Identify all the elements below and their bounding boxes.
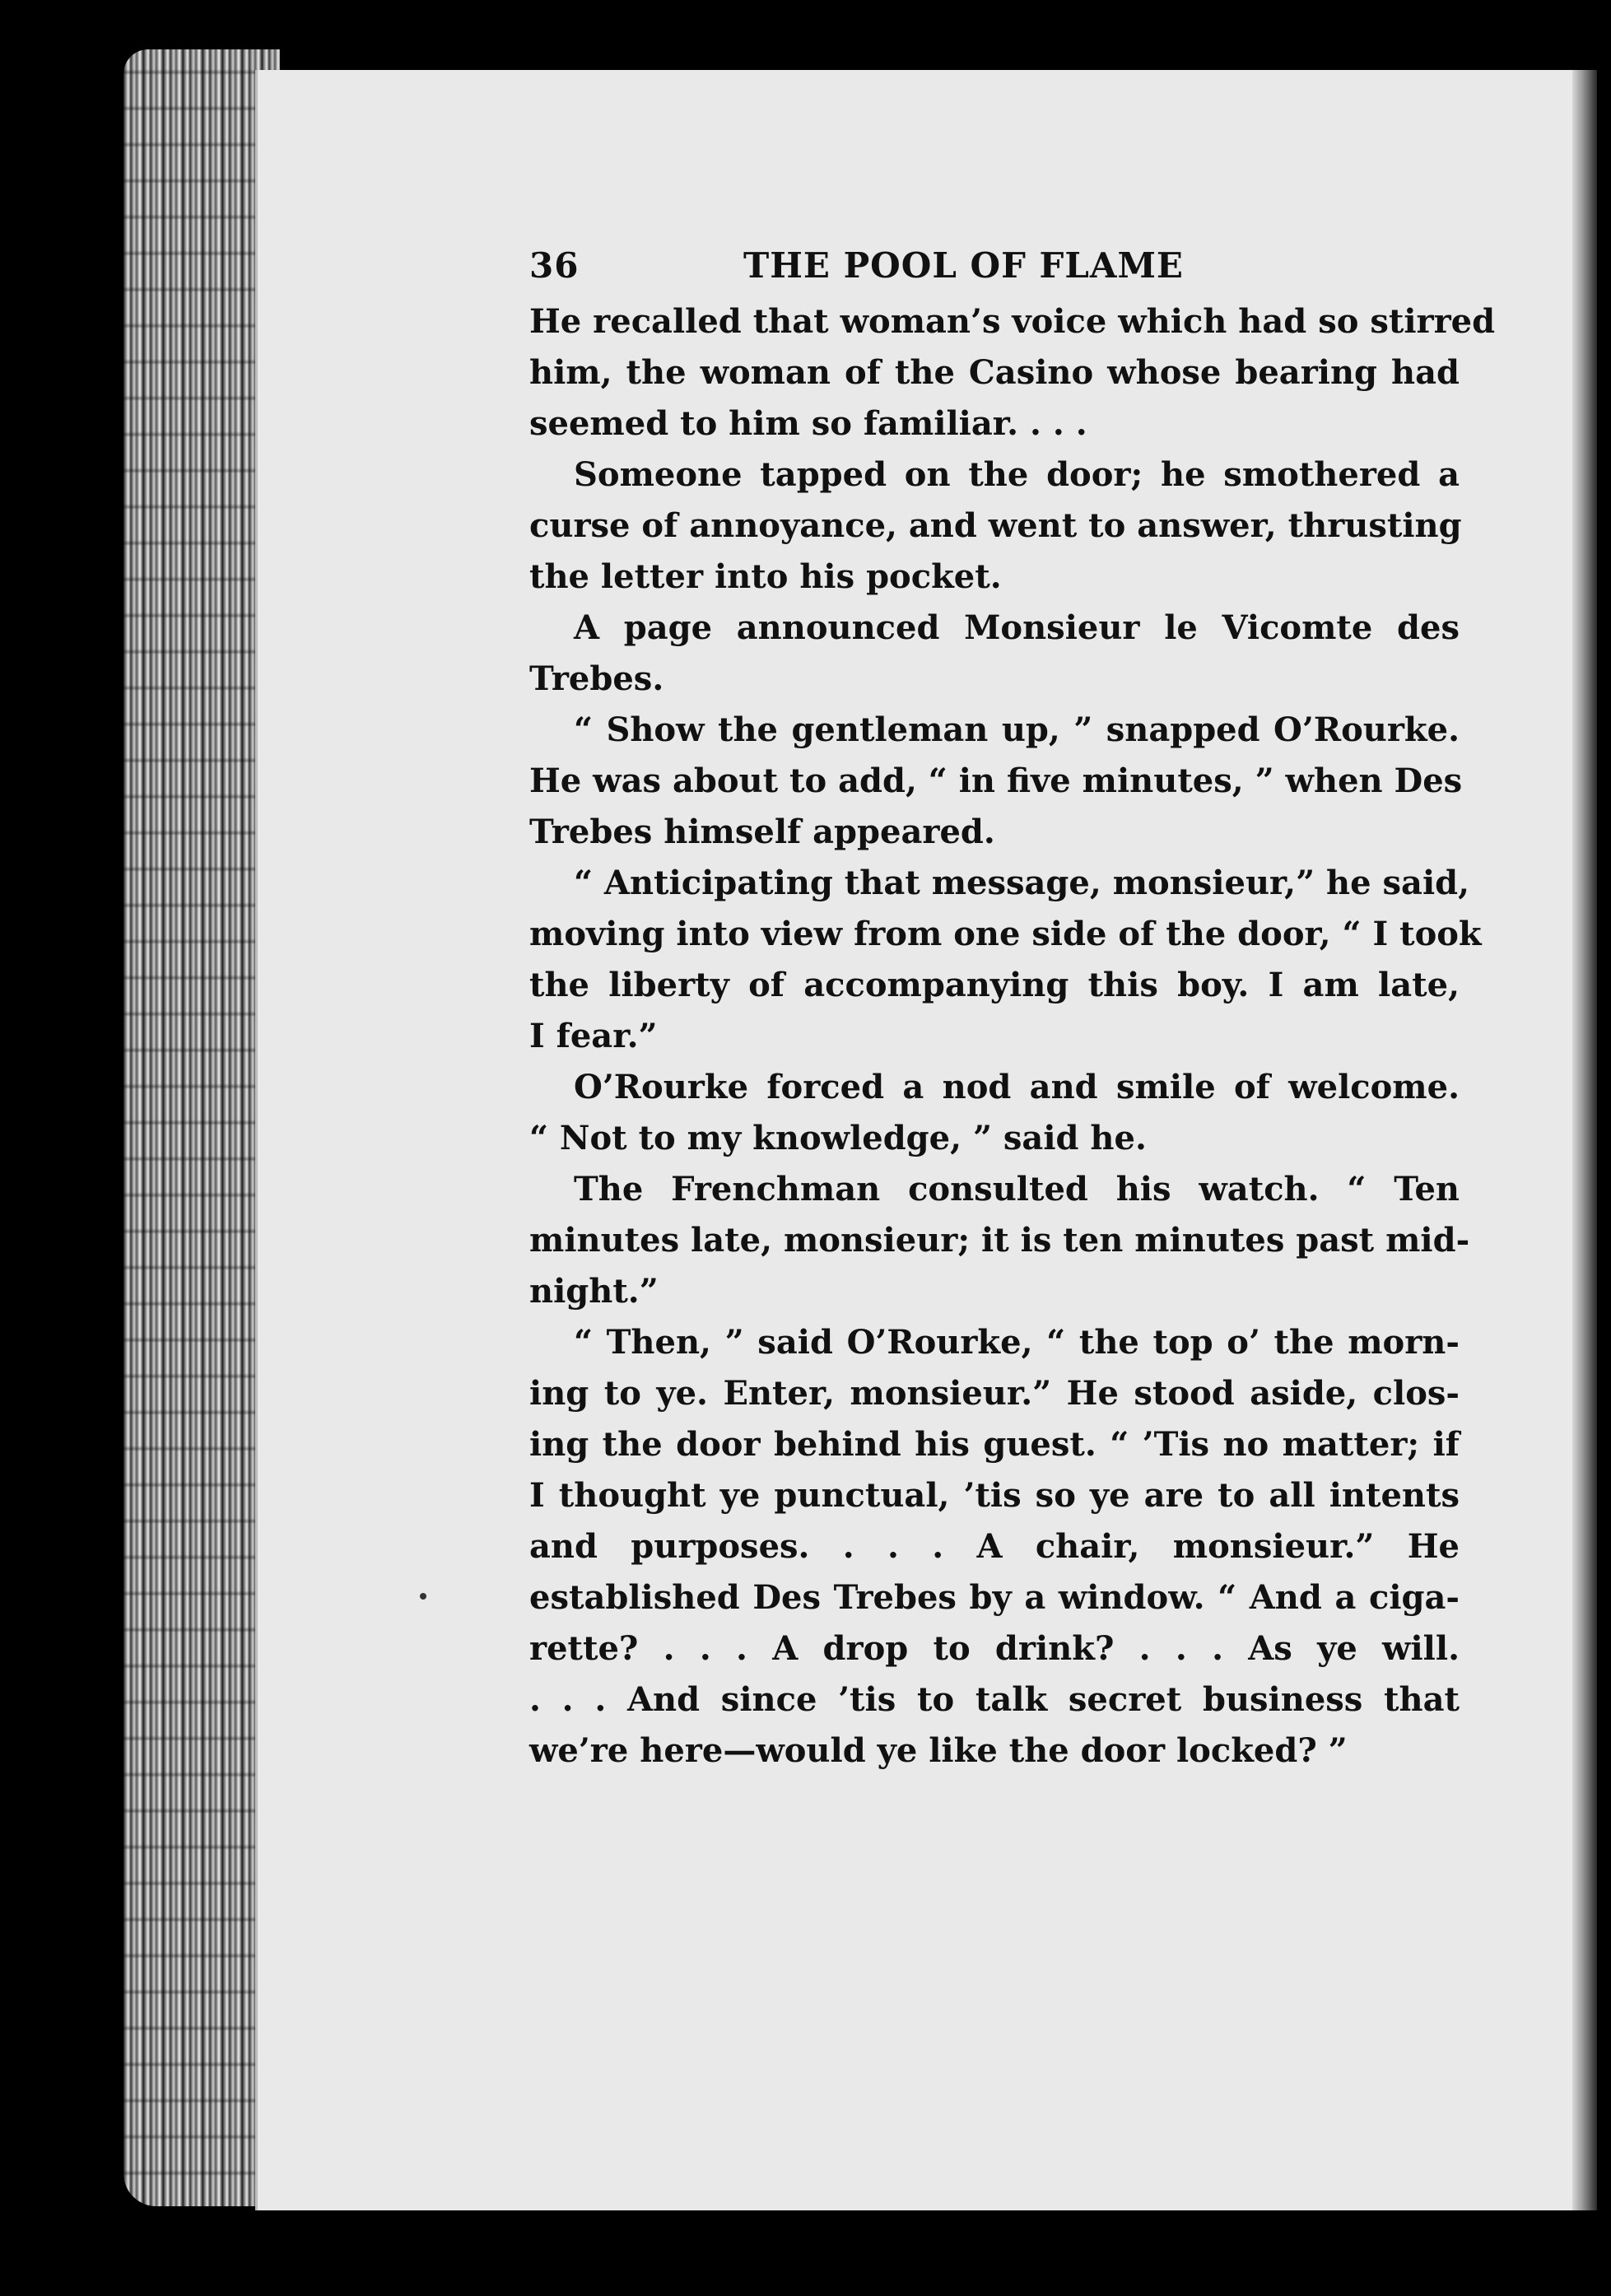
text-line: ing the door behind his guest. “ ’Tis no matter; if [529, 1425, 1460, 1464]
text-line: O’Rourke forced a nod and smile of welcome. [574, 1068, 1460, 1106]
text-line: established Des Trebes by a window. “ And a ciga- [529, 1578, 1460, 1617]
page-text-block [529, 239, 1496, 1777]
text-line: Someone tapped on the door; he smothered a [574, 455, 1460, 494]
text-line: minutes late, monsieur; it is ten minutes past mid- [529, 1221, 1470, 1260]
text-line: Trebes himself appeared. [529, 813, 995, 851]
paragraph [529, 296, 1496, 449]
paragraph [529, 1317, 1460, 1777]
text-line: we’re here—would ye like the door locked? ” [529, 1731, 1348, 1770]
text-line: I thought ye punctual, ’tis so ye are to all intents [529, 1476, 1460, 1515]
text-line: curse of annoyance, and went to answer, thrusting [529, 506, 1462, 545]
text-line: “ Then, ” said O’Rourke, “ the top o’ the morn- [574, 1323, 1460, 1362]
paragraph [529, 1164, 1470, 1317]
text-line: the liberty of accompanying this boy. I am late, [529, 966, 1460, 1004]
running-head [529, 239, 1460, 296]
paragraph [529, 858, 1482, 1062]
text-line: Trebes. [529, 659, 664, 698]
text-line: him, the woman of the Casino whose bearing had [529, 353, 1460, 392]
text-line: “ Show the gentleman up, ” snapped O’Rourke. [574, 710, 1460, 749]
text-line: and purposes. . . . A chair, monsieur.” He [529, 1527, 1460, 1566]
text-line: . . . And since ’tis to talk secret business that [529, 1680, 1460, 1719]
text-line: rette? . . . A drop to drink? . . . As ye will. [529, 1629, 1460, 1668]
text-line: The Frenchman consulted his watch. “ Ten [574, 1170, 1460, 1209]
paragraph [529, 1062, 1460, 1164]
text-line: “ Not to my knowledge, ” said he. [529, 1119, 1147, 1157]
text-line: ing to ye. Enter, monsieur.” He stood aside, clos- [529, 1374, 1460, 1413]
dust-speck [420, 1593, 426, 1600]
paragraph [529, 603, 1460, 705]
book-title: THE POOL OF FLAME [743, 245, 1184, 286]
text-line: A page announced Monsieur le Vicomte des [574, 608, 1460, 647]
text-line: He recalled that woman’s voice which had so stirred [529, 302, 1496, 341]
text-line: night.” [529, 1272, 659, 1311]
text-line: He was about to add, “ in five minutes, ” when Des [529, 761, 1463, 800]
text-line: seemed to him so familiar. . . . [529, 404, 1087, 443]
text-line: the letter into his pocket. [529, 557, 1002, 596]
paragraph [529, 449, 1460, 603]
paragraph [529, 705, 1463, 858]
page-number: 36 [529, 245, 580, 286]
text-line: moving into view from one side of the door, “ I took [529, 915, 1482, 953]
text-line: “ Anticipating that message, monsieur,” he said, [574, 864, 1470, 902]
text-line: I fear.” [529, 1017, 658, 1055]
page-right-edge [1572, 70, 1597, 2210]
